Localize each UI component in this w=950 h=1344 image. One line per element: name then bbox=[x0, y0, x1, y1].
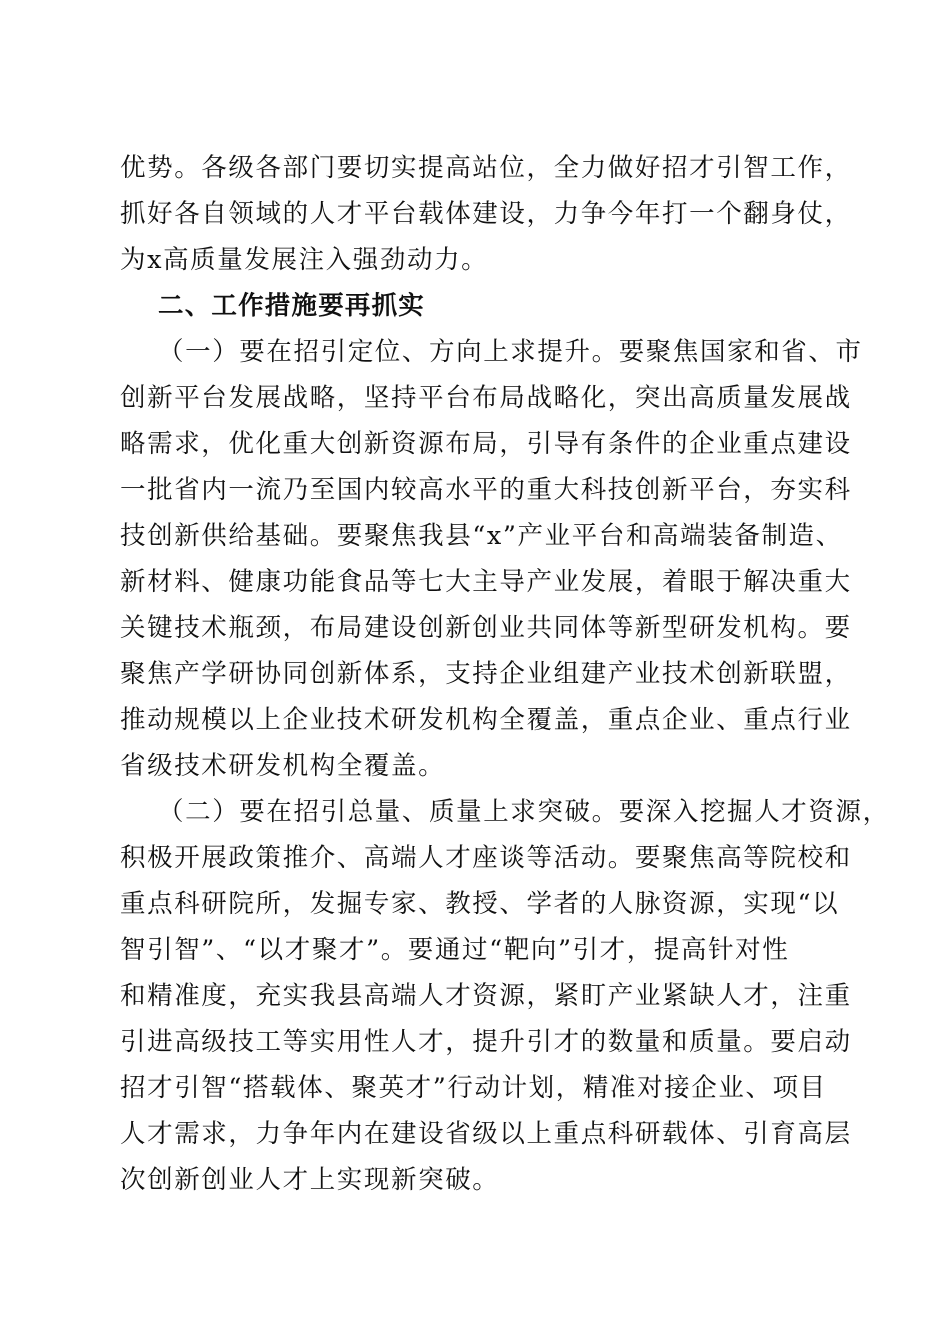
subsection-first-line bbox=[158, 795, 890, 829]
paragraph-line: 推动规模以上企业技术研发机构全覆盖，重点企业、重点行业 bbox=[120, 705, 852, 735]
paragraph-line: 省级技术研发机构全覆盖。 bbox=[120, 751, 446, 781]
paragraph-line: 积极开展政策推介、高端人才座谈等活动。要聚焦高等院校和 bbox=[120, 843, 852, 873]
paragraph-line: 和精准度，充实我县高端人才资源，紧盯产业紧缺人才，注重 bbox=[120, 981, 852, 1011]
subsection-text: 要聚焦国家和省、市 bbox=[618, 337, 863, 367]
paragraph-line: 抓好各自领域的人才平台载体建设，力争今年打一个翻身仗， bbox=[120, 199, 852, 229]
paragraph-line: 聚焦产学研协同创新体系，支持企业组建产业技术创新联盟， bbox=[120, 659, 852, 689]
paragraph-line: 一批省内一流乃至国内较高水平的重大科技创新平台，夯实科 bbox=[120, 475, 852, 505]
paragraph-line: 人才需求，力争年内在建设省级以上重点科研载体、引育高层 bbox=[120, 1119, 852, 1149]
paragraph-line: 略需求，优化重大创新资源布局，引导有条件的企业重点建设 bbox=[120, 429, 852, 459]
paragraph-line: 重点科研院所，发掘专家、教授、学者的人脉资源，实现“以 bbox=[120, 889, 840, 919]
paragraph-line: 关键技术瓶颈，布局建设创新创业共同体等新型研发机构。要 bbox=[120, 613, 852, 643]
paragraph-line: 招才引智“搭载体、聚英才”行动计划，精准对接企业、项目 bbox=[120, 1073, 827, 1103]
paragraph-line: 新材料、健康功能食品等七大主导产业发展，着眼于解决重大 bbox=[120, 567, 852, 597]
paragraph-line: 优势。各级各部门要切实提高站位，全力做好招才引智工作， bbox=[120, 153, 852, 183]
paragraph-line: 引进高级技工等实用性人才，提升引才的数量和质量。要启动 bbox=[120, 1027, 852, 1057]
paragraph-line: 为x高质量发展注入强劲动力。 bbox=[120, 245, 489, 275]
paragraph-line: 智引智”、“以才聚才”。要通过“靶向”引才，提高针对性 bbox=[120, 935, 790, 965]
paragraph-line: 创新平台发展战略，坚持平台布局战略化，突出高质量发展战 bbox=[120, 383, 852, 413]
subsection-text: 要深入挖掘人才资源， bbox=[618, 797, 890, 827]
subsection-lead: （一）要在招引定位、方向上求提升。 bbox=[158, 337, 619, 367]
subsection-lead: （二）要在招引总量、质量上求突破。 bbox=[158, 797, 619, 827]
subsection-first-line bbox=[158, 335, 868, 369]
paragraph-line: 技创新供给基础。要聚焦我县“x”产业平台和高端装备制造、 bbox=[120, 521, 843, 551]
section-heading: 二、工作措施要再抓实 bbox=[158, 291, 426, 321]
paragraph-line: 次创新创业人才上实现新突破。 bbox=[120, 1165, 500, 1195]
